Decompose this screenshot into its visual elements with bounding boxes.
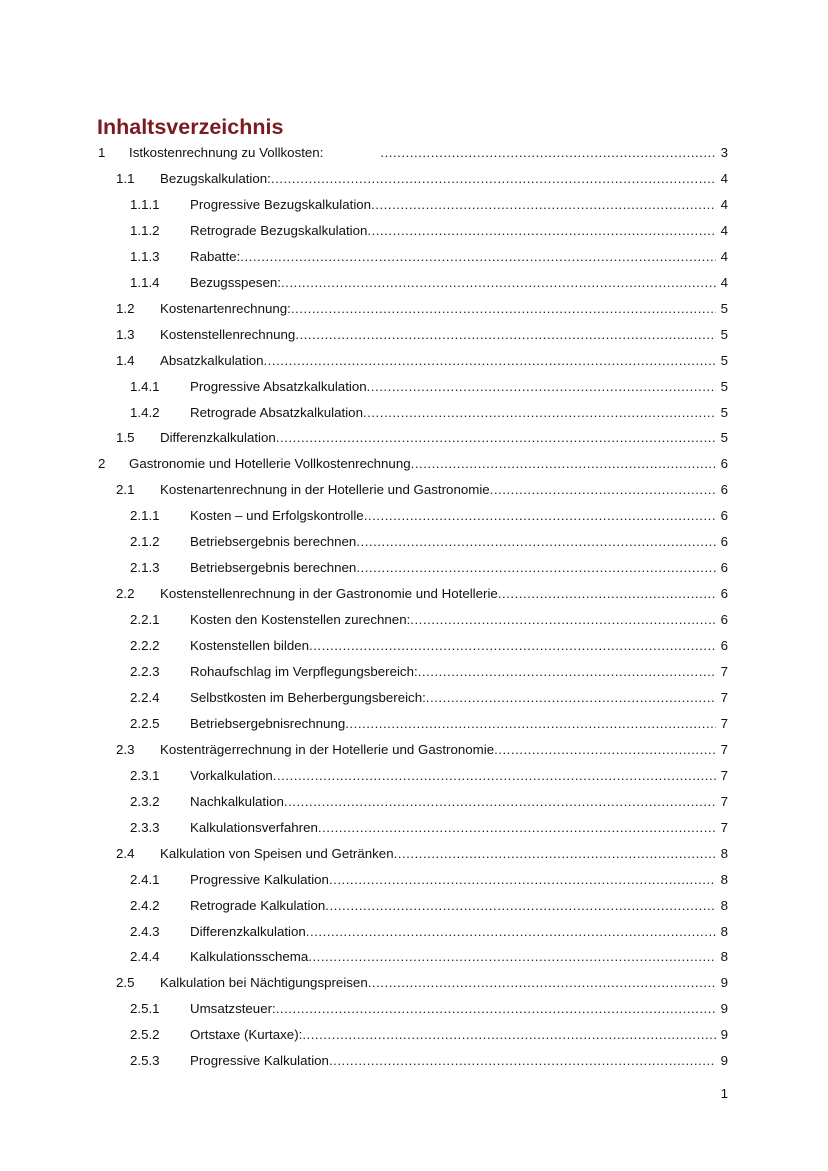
toc-entry[interactable]: [0, 766, 828, 786]
toc-entry-line: [190, 818, 716, 838]
toc-entry[interactable]: [0, 740, 828, 760]
toc-entry-number: 2.2.1: [130, 612, 160, 628]
dot-leader: [295, 325, 716, 345]
dot-leader: [263, 351, 716, 371]
toc-entry-line: [129, 143, 716, 163]
toc-entry[interactable]: [0, 636, 828, 656]
toc-entry-number: 2.5.3: [130, 1053, 160, 1069]
toc-entry-page[interactable]: 5: [720, 378, 728, 394]
toc-entry[interactable]: [0, 1051, 828, 1071]
toc-entry-number: 1.1.1: [130, 196, 160, 212]
toc-entry-label[interactable]: Betriebsergebnisrechnung: [190, 714, 345, 734]
dot-leader: [306, 922, 716, 942]
toc-title: Inhaltsverzeichnis: [97, 115, 284, 139]
toc-entry-number: 2.5.2: [130, 1027, 160, 1043]
toc-entry-number: 2.1: [116, 482, 135, 498]
dot-leader: [394, 844, 716, 864]
toc-entry-number: 2.2.3: [130, 664, 160, 679]
toc-entry-label[interactable]: Differenzkalkulation: [190, 922, 306, 942]
toc-entry-label[interactable]: Kostenstellen bilden: [190, 636, 309, 656]
toc-entry-line: [190, 688, 716, 708]
toc-entry[interactable]: [0, 662, 828, 682]
toc-entry-page[interactable]: 3: [720, 145, 728, 160]
toc-entry-page[interactable]: 8: [720, 845, 728, 861]
toc-entry-page[interactable]: 5: [720, 300, 728, 316]
toc-entry-number: 1.4: [116, 352, 135, 368]
toc-entry-page[interactable]: 7: [720, 741, 728, 757]
toc-entry-page[interactable]: 5: [720, 430, 728, 446]
toc-entry[interactable]: [0, 922, 828, 942]
toc-entry-line: [190, 195, 716, 215]
toc-entry-page[interactable]: 6: [720, 456, 728, 472]
dot-leader: [276, 999, 716, 1019]
toc-entry-number: 1.1.3: [130, 248, 160, 264]
toc-entry-page[interactable]: 7: [720, 767, 728, 783]
toc-entry-number: 1.1.2: [130, 222, 160, 238]
toc-entry-page[interactable]: 7: [720, 715, 728, 731]
toc-entry-number: 1.1: [116, 170, 135, 186]
toc-entry[interactable]: [0, 896, 828, 916]
dot-leader: [356, 532, 716, 552]
toc-entry-number: 1.3: [116, 326, 135, 342]
toc-entry-page[interactable]: 8: [720, 871, 728, 887]
toc-entry[interactable]: [0, 195, 828, 215]
toc-entry-number: 2.2.4: [130, 689, 160, 705]
toc-entry-label[interactable]: Kalkulationsschema: [190, 947, 308, 967]
toc-entry-label[interactable]: Bezugskalkulation:: [160, 169, 271, 189]
toc-entry-page[interactable]: 7: [720, 664, 728, 679]
toc-entry-line: [190, 662, 716, 682]
dot-leader: [380, 143, 716, 163]
toc-entry-page[interactable]: 7: [720, 819, 728, 835]
toc-entry-number: 2.2: [116, 586, 135, 602]
tab-gap: [323, 143, 380, 163]
toc-entry-label[interactable]: Gastronomie und Hotellerie Vollkostenrechnung: [129, 454, 411, 474]
dot-leader: [368, 973, 716, 993]
toc-entry[interactable]: [0, 403, 828, 423]
toc-entry-page[interactable]: 4: [720, 222, 728, 238]
toc-entry-label[interactable]: Kosten – und Erfolgskontrolle: [190, 506, 364, 526]
toc-entry-line: [190, 506, 716, 526]
toc-entry-line: [190, 532, 716, 552]
toc-entry[interactable]: [0, 221, 828, 241]
toc-entry-label[interactable]: Kostenstellenrechnung in der Gastronomie und Hotellerie: [160, 584, 498, 604]
toc-entry[interactable]: [0, 610, 828, 630]
toc-entry-label[interactable]: Progressive Kalkulation: [190, 1051, 329, 1071]
toc-entry-page[interactable]: 7: [720, 793, 728, 809]
toc-entry-number: 1.1.4: [130, 274, 160, 290]
toc-entry-number: 2.3.1: [130, 767, 160, 783]
toc-entry[interactable]: [0, 247, 828, 267]
toc-entry-line: [190, 714, 716, 734]
toc-entry-page[interactable]: 8: [720, 923, 728, 939]
toc-entry-page[interactable]: 5: [720, 326, 728, 342]
toc-entry-page[interactable]: 9: [720, 1053, 728, 1069]
toc-entry-number: 2.4.3: [130, 923, 160, 939]
toc-entry-label[interactable]: Kostenartenrechnung in der Hotellerie und Gastronomie: [160, 480, 490, 500]
toc-entry[interactable]: [0, 844, 828, 864]
toc-entry[interactable]: [0, 792, 828, 812]
toc-entry-number: 1: [98, 145, 106, 160]
toc-entry-line: [190, 999, 716, 1019]
toc-entry[interactable]: [0, 325, 828, 345]
toc-entry-label[interactable]: Retrograde Absatzkalkulation: [190, 403, 363, 423]
toc-entry[interactable]: [0, 169, 828, 189]
toc-entry[interactable]: [0, 454, 828, 474]
toc-entry-line: [160, 844, 716, 864]
toc-entry-number: 2.1.1: [130, 508, 160, 524]
toc-entry-label[interactable]: Progressive Absatzkalkulation: [190, 377, 367, 397]
toc-entry-line: [190, 792, 716, 812]
toc-entry-line: [190, 636, 716, 656]
toc-entry-line: [160, 325, 716, 345]
dot-leader: [308, 947, 716, 967]
toc-entry[interactable]: [0, 1025, 828, 1045]
toc-entry[interactable]: [0, 584, 828, 604]
toc-entry-label[interactable]: Retrograde Bezugskalkulation: [190, 221, 367, 241]
toc-entry-number: 2.5: [116, 975, 135, 991]
toc-entry-line: [190, 558, 716, 578]
toc-entry[interactable]: [0, 558, 828, 578]
toc-entry-label[interactable]: Kalkulationsverfahren: [190, 818, 318, 838]
toc-entry-page[interactable]: 9: [720, 975, 728, 991]
dot-leader: [329, 1051, 716, 1071]
toc-entry-page[interactable]: 6: [720, 534, 728, 550]
toc-entry-label[interactable]: Progressive Kalkulation: [190, 870, 329, 890]
toc-entry-line: [160, 584, 716, 604]
dot-leader: [276, 428, 716, 448]
dot-leader: [418, 662, 716, 682]
dot-leader: [410, 610, 716, 630]
toc-entry-line: [129, 454, 716, 474]
dot-leader: [426, 688, 716, 708]
toc-entry-label[interactable]: Kalkulation bei Nächtigungspreisen: [160, 973, 368, 993]
toc-entry[interactable]: [0, 947, 828, 967]
toc-entry-label[interactable]: Kostenträgerrechnung in der Hotellerie und Gastronomie: [160, 740, 494, 760]
toc-entry-number: 2.3: [116, 741, 135, 757]
dot-leader: [345, 714, 716, 734]
toc-entry-label[interactable]: Differenzkalkulation: [160, 428, 276, 448]
toc-entry-line: [190, 1025, 716, 1045]
toc-entry[interactable]: [0, 377, 828, 397]
toc-entry-number: 2.2.2: [130, 638, 160, 654]
toc-entry-number: 1.2: [116, 300, 135, 316]
toc-entry-page[interactable]: 9: [720, 1027, 728, 1043]
toc-entry-line: [190, 947, 716, 967]
toc-entry-page[interactable]: 7: [720, 689, 728, 705]
toc-entry-label[interactable]: Kosten den Kostenstellen zurechnen:: [190, 610, 410, 630]
toc-entry-line: [190, 1051, 716, 1071]
toc-entry-number: 2.3.2: [130, 793, 160, 809]
toc-entry[interactable]: [0, 714, 828, 734]
toc-entry-number: 2: [98, 456, 106, 472]
toc-entry[interactable]: [0, 688, 828, 708]
toc-entry-label[interactable]: Nachkalkulation: [190, 792, 284, 812]
toc-entry-label[interactable]: Kostenstellenrechnung: [160, 325, 295, 345]
toc-entry[interactable]: [0, 143, 828, 163]
toc-entry-label[interactable]: Betriebsergebnis berechnen: [190, 558, 356, 578]
toc-entry-number: 2.4: [116, 845, 135, 861]
toc-entry-label[interactable]: Progressive Bezugskalkulation: [190, 195, 371, 215]
dot-leader: [318, 818, 716, 838]
toc-entry[interactable]: [0, 999, 828, 1019]
toc-entry-page[interactable]: 6: [720, 508, 728, 524]
toc-entry-label[interactable]: Retrograde Kalkulation: [190, 896, 325, 916]
toc-entry-line: [190, 896, 716, 916]
toc-entry[interactable]: [0, 818, 828, 838]
toc-entry-page[interactable]: 9: [720, 1001, 728, 1017]
toc-entry[interactable]: [0, 351, 828, 371]
toc-entry-page[interactable]: 6: [720, 586, 728, 602]
dot-leader: [490, 480, 716, 500]
dot-leader: [273, 766, 716, 786]
toc-entry-number: 2.4.1: [130, 871, 160, 887]
toc-entry-line: [160, 299, 716, 319]
toc-entry-label[interactable]: Vorkalkulation: [190, 766, 273, 786]
dot-leader: [291, 299, 716, 319]
dot-leader: [371, 195, 716, 215]
toc-entry-line: [190, 922, 716, 942]
toc-entry-page[interactable]: 6: [720, 482, 728, 498]
toc-entry-line: [160, 351, 716, 371]
dot-leader: [494, 740, 716, 760]
dot-leader: [309, 636, 716, 656]
dot-leader: [498, 584, 716, 604]
toc-entry-page[interactable]: 5: [720, 404, 728, 420]
toc-entry-label[interactable]: Kostenartenrechnung:: [160, 299, 291, 319]
toc-entry-line: [190, 377, 716, 397]
toc-entry[interactable]: [0, 506, 828, 526]
toc-entry-page[interactable]: 4: [720, 196, 728, 212]
toc-entry-page[interactable]: 8: [720, 949, 728, 965]
toc-entry-line: [190, 610, 716, 630]
toc-entry-label[interactable]: Kalkulation von Speisen und Getränken: [160, 844, 394, 864]
dot-leader: [367, 221, 716, 241]
toc-entry-page[interactable]: 4: [720, 274, 728, 290]
toc-entry-number: 2.5.1: [130, 1001, 160, 1017]
toc-entry[interactable]: [0, 973, 828, 993]
toc-entry-line: [190, 870, 716, 890]
dot-leader: [363, 403, 716, 423]
dot-leader: [411, 454, 716, 474]
dot-leader: [364, 506, 716, 526]
toc-entry-page[interactable]: 8: [720, 897, 728, 913]
toc-entry-page[interactable]: 5: [720, 352, 728, 368]
toc-entry-page[interactable]: 6: [720, 560, 728, 576]
toc-entry-label[interactable]: Betriebsergebnis berechnen: [190, 532, 356, 552]
dot-leader: [281, 273, 716, 293]
toc-entry-page[interactable]: 4: [720, 248, 728, 264]
toc-entry-page[interactable]: 4: [720, 170, 728, 186]
toc-entry-label[interactable]: Istkostenrechnung zu Vollkosten:: [129, 143, 323, 163]
toc-entry-page[interactable]: 6: [720, 612, 728, 628]
toc-entry-label[interactable]: Bezugsspesen:: [190, 273, 281, 293]
dot-leader: [240, 247, 716, 267]
page-number: 1: [720, 1086, 728, 1101]
toc-entry-label[interactable]: Rohaufschlag im Verpflegungsbereich:: [190, 662, 418, 682]
dot-leader: [367, 377, 716, 397]
toc-entry-line: [190, 403, 716, 423]
toc-entry-number: 2.1.2: [130, 534, 160, 550]
toc-entry-label[interactable]: Selbstkosten im Beherbergungsbereich:: [190, 688, 426, 708]
dot-leader: [356, 558, 716, 578]
toc-entry[interactable]: [0, 480, 828, 500]
toc-entry-label[interactable]: Umsatzsteuer:: [190, 999, 276, 1019]
toc-entry-number: 2.2.5: [130, 715, 160, 731]
toc-entry-line: [190, 221, 716, 241]
toc-entry[interactable]: [0, 870, 828, 890]
dot-leader: [325, 896, 716, 916]
dot-leader: [284, 792, 716, 812]
toc-entry-line: [160, 480, 716, 500]
toc-entry-number: 2.3.3: [130, 819, 160, 835]
toc-entry-line: [190, 766, 716, 786]
toc-entry-number: 1.4.2: [130, 404, 160, 420]
toc-entry-line: [160, 973, 716, 993]
toc-entry-line: [190, 247, 716, 267]
toc-entry[interactable]: [0, 532, 828, 552]
toc-entry-line: [160, 169, 716, 189]
toc-entry-line: [190, 273, 716, 293]
toc-entry-line: [160, 740, 716, 760]
toc-entry[interactable]: [0, 428, 828, 448]
toc-entry-number: 2.4.2: [130, 897, 160, 913]
toc-entry-label[interactable]: Rabatte:: [190, 247, 240, 267]
toc-entry-label[interactable]: Absatzkalkulation: [160, 351, 263, 371]
dot-leader: [329, 870, 716, 890]
toc-entry-number: 1.4.1: [130, 378, 160, 394]
toc-entry[interactable]: [0, 273, 828, 293]
dot-leader: [271, 169, 716, 189]
toc-entry-number: 1.5: [116, 430, 135, 446]
toc-entry-number: 2.1.3: [130, 560, 160, 576]
toc-entry-number: 2.4.4: [130, 949, 160, 965]
toc-entry-label[interactable]: Ortstaxe (Kurtaxe):: [190, 1025, 302, 1045]
toc-entry-line: [160, 428, 716, 448]
toc-entry-page[interactable]: 6: [720, 638, 728, 654]
toc-entry[interactable]: [0, 299, 828, 319]
dot-leader: [302, 1025, 716, 1045]
